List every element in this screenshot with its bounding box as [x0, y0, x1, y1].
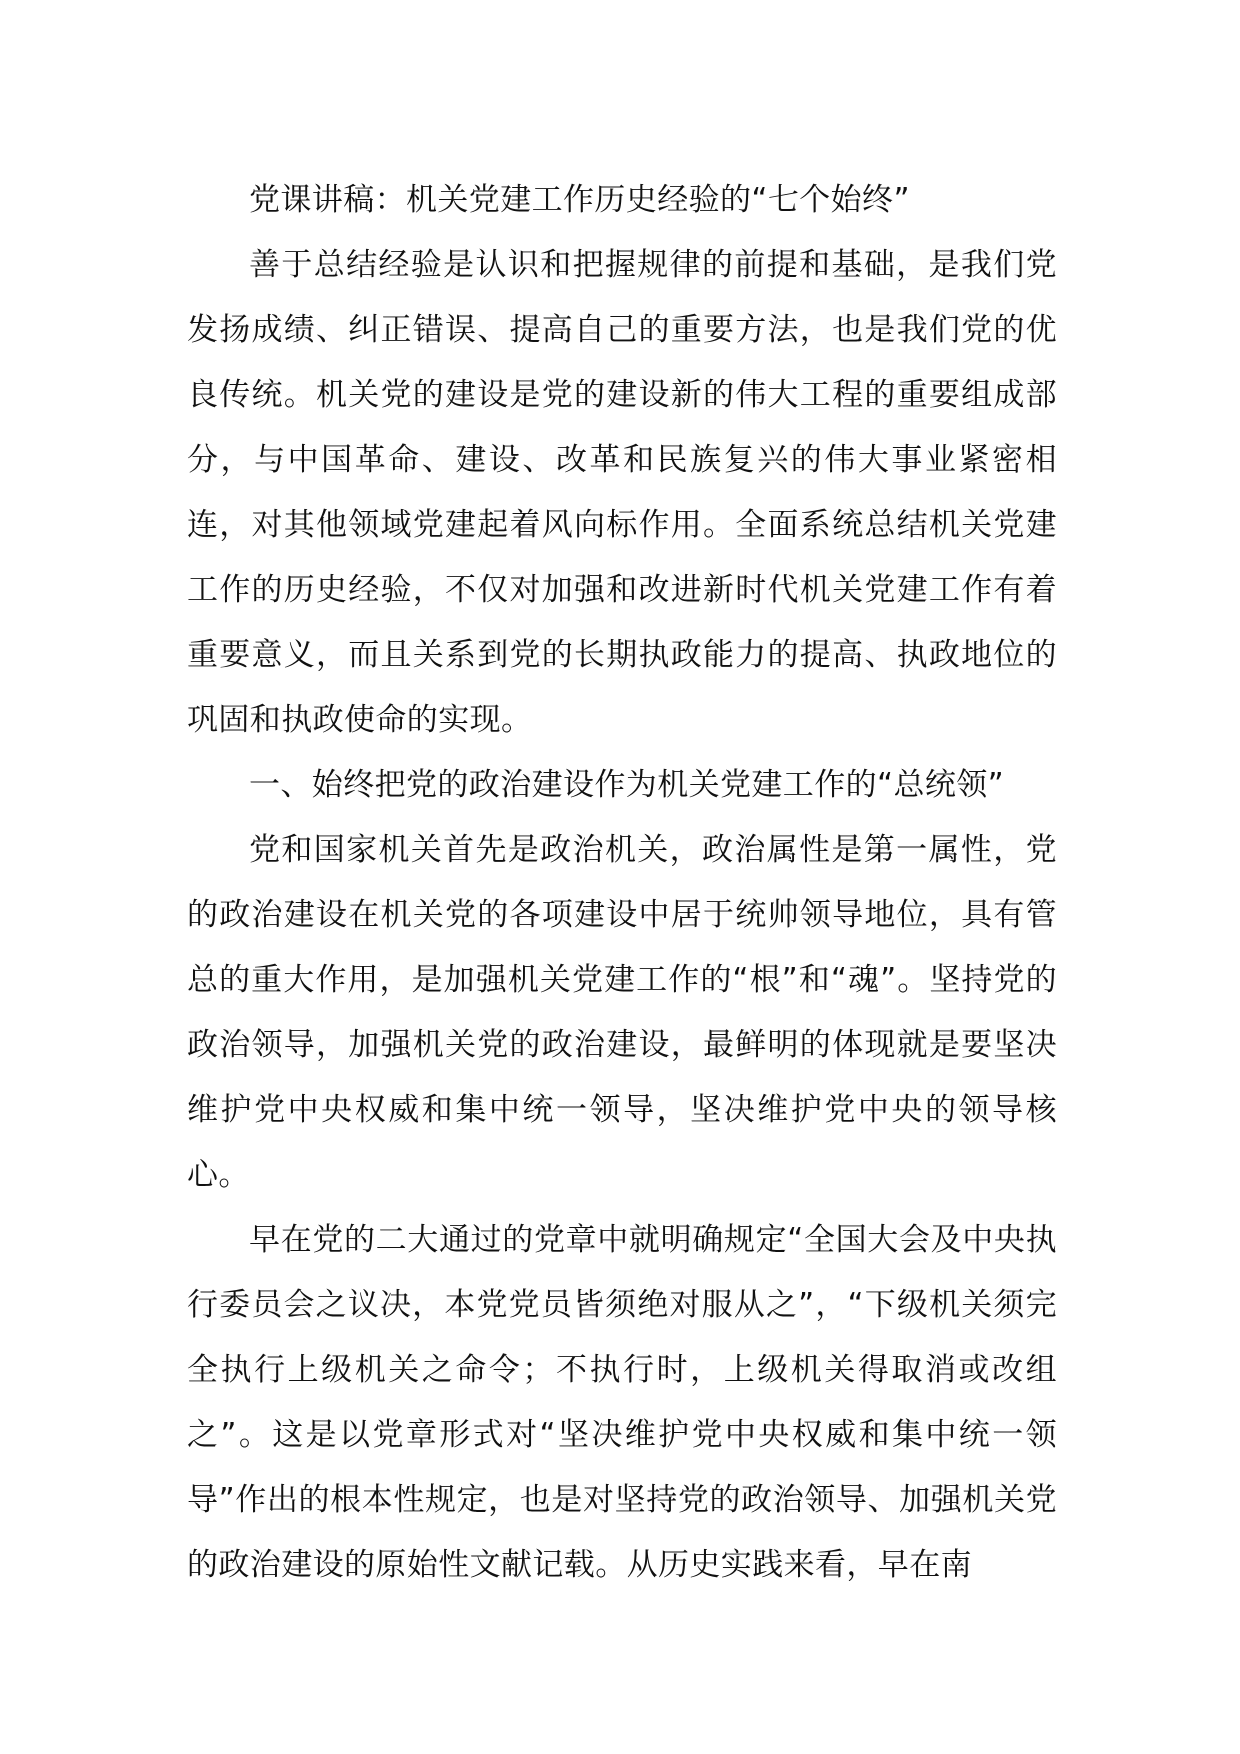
section-heading-1: 一、始终把党的政治建设作为机关党建工作的“总统领”	[249, 767, 1005, 803]
paragraph-section1-2: 早在党的二大通过的党章中就明确规定“全国大会及中央执行委员会之议决，本党党员皆须绝对服从之”，“下级机关须完全执行上级机关之命令；不执行时，上级机关得取消或改组之”。这是以党章形式对“坚决维护党中央权威和集中统一领导”作出的根本性规定，也是对坚持党的政治领导、加强机关党的政治建设的原始性文献记载。从历史实践来看，早在南	[187, 1222, 1057, 1583]
document-title: 党课讲稿：机关党建工作历史经验的“七个始终”	[249, 182, 910, 218]
paragraph-intro: 善于总结经验是认识和把握规律的前提和基础，是我们党发扬成绩、纠正错误、提高自己的重要方法，也是我们党的优良传统。机关党的建设是党的建设新的伟大工程的重要组成部分，与中国革命、建设、改革和民族复兴的伟大事业紧密相连，对其他领域党建起着风向标作用。全面系统总结机关党建工作的历史经验，不仅对加强和改进新时代机关党建工作有着重要意义，而且关系到党的长期执政能力的提高、执政地位的巩固和执政使命的实现。	[187, 247, 1057, 738]
paragraph-section1-1: 党和国家机关首先是政治机关，政治属性是第一属性，党的政治建设在机关党的各项建设中居于统帅领导地位，具有管总的重大作用，是加强机关党建工作的“根”和“魂”。坚持党的政治领导，加强机关党的政治建设，最鲜明的体现就是要坚决维护党中央权威和集中统一领导，坚决维护党中央的领导核心。	[187, 832, 1057, 1193]
document-page	[187, 168, 1057, 1598]
